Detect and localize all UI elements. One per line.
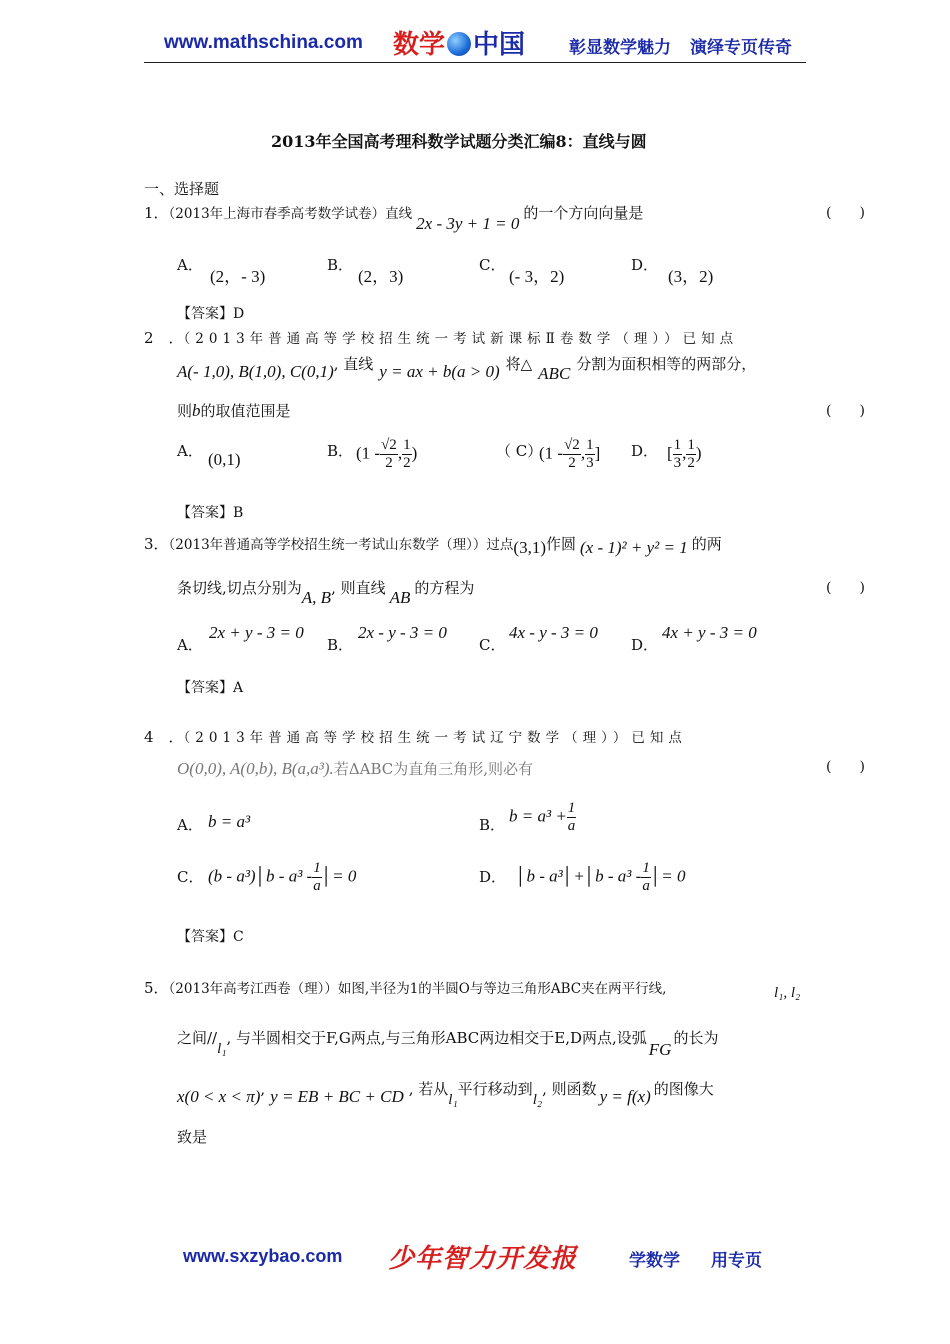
q4-c-den: a (313, 878, 321, 894)
q2-stem-line1 (144, 327, 738, 348)
q2-text-1: , 直线 (333, 355, 374, 373)
q2-option-d-value: [ $\frac{1}{3}$ , $\frac{1}{2}$ ) (667, 437, 702, 471)
q1-answer: 【答案】D (177, 306, 245, 322)
logo-char-2: 学 (419, 30, 446, 60)
q2-var-b: b (192, 401, 201, 420)
q2-option-b-label: B． (327, 442, 354, 460)
globe-icon (447, 32, 471, 56)
footer-slogan-2: 用专页 (711, 1251, 762, 1271)
q2-d-den2: 2 (687, 455, 695, 471)
q4-b-num: 1 (567, 800, 576, 816)
q5-text-6: 平行移动到 (457, 1080, 533, 1098)
header-slogan-1: 彰显数学魅力 (569, 38, 671, 58)
q2-b-frac1 (380, 437, 398, 472)
footer-site-url: www.sxzybao.com (183, 1246, 343, 1266)
q5-text-4: , (260, 1080, 266, 1098)
q3-text-3: 条切线,切点分别为 (177, 579, 302, 597)
q5-line-l1: l₁ (217, 1041, 227, 1057)
header-site-url: www.mathschina.com (164, 32, 363, 53)
q5-number: 5． (144, 979, 169, 997)
q5-text-3: 的长为 (673, 1029, 719, 1047)
q2-d-num2: 1 (687, 437, 695, 453)
q4-option-d-value (516, 860, 686, 895)
q5-text-8: 的图像大 (653, 1080, 714, 1098)
q4-b-frac (567, 800, 577, 835)
q2-option-c-value: (1 - $\frac{√2}{2}$ , $\frac{1}{3}$ ] (539, 437, 601, 471)
q1-stem (144, 202, 644, 233)
q2-option-d-label: D． (631, 442, 659, 460)
q3-point: (3,1) (513, 538, 546, 557)
page-title: 2013年全国高考理科数学试题分类汇编8：直线与圆 (271, 132, 647, 151)
q2-option-c-label: （ C） (496, 442, 543, 460)
q3-option-a-value: 2x + y - 3 = 0 (209, 623, 304, 642)
q2-option-a-label: A． (177, 442, 203, 460)
q3-text-5: 的方程为 (414, 579, 475, 597)
q2-d-den1: 3 (673, 455, 682, 471)
q1-option-d-label: D． (631, 256, 659, 274)
q4-source: （2013年普通高等学校招生统一考试辽宁数学（理））已知点 (183, 730, 687, 746)
q2-text-2: 将△ (505, 355, 533, 373)
q4-text-1: 若ΔABC为直角三角形,则必有 (333, 760, 534, 778)
q4-option-b-label: B． (479, 816, 506, 834)
q5-stem-line2 (177, 1027, 719, 1059)
q3-stem-line2 (177, 577, 475, 607)
q5-line-l2: l₂ (532, 1092, 543, 1108)
q2-c-frac2 (585, 437, 595, 472)
q1-option-c-value: (- 3，2) (509, 267, 565, 286)
q3-line-ab: AB (389, 588, 411, 607)
logo-char-4: 国 (499, 30, 526, 60)
q2-c-den2: 3 (586, 455, 594, 471)
q3-option-c-label: C． (479, 636, 506, 654)
q2-b-den1: 2 (385, 455, 393, 471)
q2-b-post: ) (411, 443, 418, 463)
q2-text-3: 分割为面积相等的两部分， (576, 355, 757, 373)
q3-number: 3． (144, 535, 169, 553)
q2-d-post: ) (695, 443, 702, 463)
header-logo (393, 24, 525, 61)
q2-stem-line3 (177, 400, 291, 421)
q4-c-frac (312, 860, 322, 895)
logo-char-1: 数 (393, 30, 420, 60)
q4-answer-paren: ( ) (826, 759, 865, 775)
q1-option-c-label: C． (479, 256, 506, 274)
q4-d-num: 1 (642, 860, 650, 876)
q3-source: （2013年普通高等学校招生统一考试山东数学（理））过点 (168, 537, 514, 553)
header-divider (144, 62, 806, 63)
q4-b-pre: b = a³ + (509, 806, 567, 826)
footer-slogan-1: 学数学 (629, 1251, 680, 1271)
q2-b-num1: √2 (381, 437, 397, 453)
q4-c-post: │= 0 (321, 866, 357, 886)
q4-option-a-label: A． (177, 816, 203, 834)
q5-function: y = f(x) (599, 1087, 651, 1106)
q5-stem-line1 (144, 977, 666, 998)
q2-b-num2: 1 (403, 437, 411, 453)
q4-stem-line2 (177, 758, 533, 779)
q2-answer: 【答案】B (177, 505, 244, 521)
q4-points: O(0,0), A(0,b), B(a,a³). (177, 759, 334, 778)
q4-d-post: │= 0 (650, 866, 686, 886)
q3-answer: 【答案】A (177, 680, 244, 696)
q5-text-7: , 则函数 (542, 1080, 597, 1098)
q4-option-c-value (208, 860, 356, 895)
q2-number: 2 ． (144, 329, 184, 347)
q3-stem-line1 (144, 533, 722, 557)
q4-number: 4 ． (144, 728, 184, 746)
q2-b-pre: (1 - (356, 443, 381, 463)
q1-source: （2013年上海市春季高考数学试卷）直线 (168, 206, 413, 222)
q2-text-4a: 则 (177, 402, 193, 420)
q1-option-b-value: (2，3) (358, 267, 404, 286)
q3-text-1: 作圆 (545, 535, 576, 553)
q2-b-den2: 2 (403, 455, 411, 471)
q2-option-b-value: (1 - $\frac{√2}{2}$ , $\frac{1}{2}$ ) (356, 437, 418, 471)
q2-d-frac2 (686, 437, 696, 472)
q2-d-num1: 1 (673, 437, 682, 453)
q3-text-2: 的两 (691, 535, 722, 553)
q5-text-2: , 与半圆相交于F,G两点,与三角形ABC两边相交于E,D两点,设弧 (226, 1029, 647, 1047)
q4-option-b-value (509, 800, 576, 835)
q2-c-post: ] (594, 443, 601, 463)
q2-stem-line2 (177, 353, 757, 383)
q2-c-num2: 1 (586, 437, 594, 453)
q2-c-den1: 2 (568, 455, 576, 471)
q2-line-eq: y = ax + b(a > 0) (379, 362, 500, 381)
q1-option-a-value: (2，- 3) (210, 267, 266, 286)
q1-equation: 2x - 3y + 1 = 0 (416, 214, 520, 233)
q5-stem-line3 (177, 1078, 714, 1108)
q5-parallel-lines: l₁, l₂ (774, 985, 801, 1001)
q1-option-d-value: (3，2) (668, 267, 714, 286)
q3-points-ab: A, B (301, 588, 332, 607)
q2-d-frac1 (673, 437, 683, 472)
q3-option-b-value: 2x - y - 3 = 0 (358, 623, 447, 642)
q4-b-den: a (567, 818, 576, 834)
q5-text-1: 之间// (177, 1029, 218, 1047)
q1-text: 的一个方向向量是 (523, 204, 644, 222)
q2-d-pre: [ (667, 443, 673, 463)
q1-number: 1． (144, 204, 169, 222)
q1-option-a-label: A． (177, 256, 203, 274)
q3-option-b-label: B． (327, 636, 354, 654)
q3-option-d-value: 4x + y - 3 = 0 (662, 623, 757, 642)
q4-d-den: a (642, 878, 650, 894)
q4-d-pre: │b - a³│+│b - a³ - (516, 866, 642, 886)
q2-c-pre: (1 - (539, 443, 564, 463)
q2-text-4b: 的取值范围是 (200, 402, 291, 420)
footer-brand: 少年智力开发报 (388, 1244, 578, 1274)
q4-d-frac (641, 860, 651, 895)
section-heading: 一、选择题 (144, 180, 220, 198)
q5-line-l1b: l₁ (448, 1092, 458, 1108)
q4-c-pre: (b - a³)│b - a³ - (208, 866, 313, 886)
q2-b-frac2 (402, 437, 412, 472)
q4-answer: 【答案】C (177, 929, 244, 945)
q3-option-a-label: A． (177, 636, 203, 654)
q4-c-num: 1 (313, 860, 321, 876)
logo-char-3: 中 (473, 30, 500, 60)
q2-option-a-value: (0,1) (208, 450, 241, 469)
q3-option-c-value: 4x - y - 3 = 0 (509, 623, 598, 642)
header-slogan-2: 演绎专页传奇 (690, 38, 792, 58)
q3-option-d-label: D． (631, 636, 659, 654)
q4-option-c-label: C． (177, 868, 204, 886)
q5-text-5: , 若从 (408, 1080, 449, 1098)
q5-arc-fg: FG (648, 1040, 672, 1059)
q2-c-frac1 (563, 437, 581, 472)
q1-answer-paren: ( ) (826, 205, 865, 221)
q5-x-range: x(0 < x < π) (177, 1087, 261, 1106)
q1-option-b-label: B． (327, 256, 354, 274)
q2-triangle: ABC (538, 364, 571, 383)
q4-stem-line1 (144, 726, 687, 747)
q3-circle-eq: (x - 1)² + y² = 1 (580, 538, 688, 557)
q3-text-4: , 则直线 (331, 579, 386, 597)
q5-source: （2013年高考江西卷（理））如图,半径为1的半圆O与等边三角形ABC夹在两平行线, (168, 981, 667, 997)
q5-y-def: y = EB + BC + CD (270, 1087, 404, 1106)
q4-option-d-label: D． (479, 868, 507, 886)
q4-option-a-value: b = a³ (208, 812, 251, 831)
q2-c-num1: √2 (564, 437, 580, 453)
q5-text-9: 致是 (177, 1128, 208, 1146)
q2-source: （2013年普通高等学校招生统一考试新课标Ⅱ卷数学（理））已知点 (183, 331, 739, 347)
q2-answer-paren: ( ) (826, 403, 865, 419)
q2-points: A(- 1,0), B(1,0), C(0,1) (177, 362, 334, 381)
q3-answer-paren: ( ) (826, 580, 865, 596)
